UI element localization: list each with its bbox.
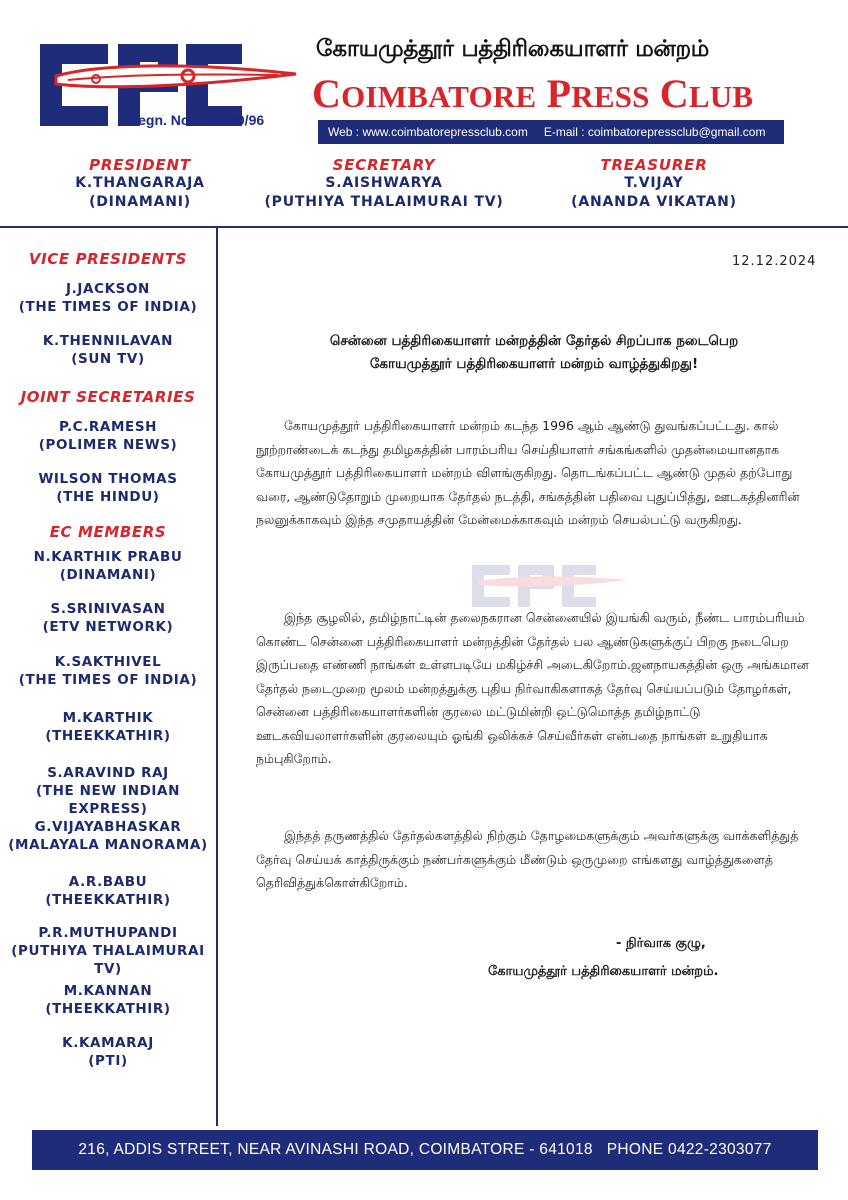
footer-address-bar [32,1130,818,1170]
member-org: (DINAMANI) [59,567,157,583]
sidebar-member [0,280,216,316]
signoff-line-2: கோயமுத்தூர் பத்திரிகையாளர் மன்றம். [488,964,719,979]
watermark-logo [470,563,630,609]
letter-date: 12.12.2024 [732,254,817,269]
office-role: PRESIDENT [89,156,191,174]
office-bearer-secretary [244,156,524,212]
club-name-english [312,70,753,117]
member-org: (THEEKKATHIR) [45,1001,171,1017]
member-org: (THEEKKATHIR) [45,728,171,744]
joint-secretaries-heading: JOINT SECRETARIES [20,388,196,406]
letter-signoff [488,930,818,986]
paragraph-text: இந்தத் தருணத்தில் தேர்தல்களத்தில் நிற்கும் தோழமைகளுக்கும் அவர்களுக்கு வாக்களித்துத் தேர்வு செய்யக் காத்திருக்கும் நண்பர்களுக்கும் மீண்டும் ஒருமுறை எங்களது வாழ்த்துகளைத் தெரிவித்துக்கொள்கிறோம். [256,828,799,890]
member-org: (POLIMER NEWS) [38,437,178,453]
club-name-rest: LUB [688,79,754,114]
member-org: (THEEKKATHIR) [45,892,171,908]
sidebar-member [0,548,216,584]
paragraph-text: இந்த சூழலில், தமிழ்நாட்டின் தலைநகரான சென்னையில் இயங்கி வரும், நீண்ட பாரம்பரியம் கொண்ட சென்னை பத்திரிகையாளர் மன்றத்தின் தேர்தல் பல ஆண்டுகளுக்குப் பிறகு நடைபெற இருப்பதை எண்ணி நாங்கள் உள்ளபடியே மகிழ்ச்சி அடைகிறோம்.ஜனநாயகத்தின் ஒரு அங்கமான தேர்தல் நடைமுறை மூலம் மன்றத்துக்கு புதிய நிர்வாகிகளாகத் தேர்வு செய்யப்படும் தோழர்கள், சென்னை பத்திரிகையாளர்களின் குரலை மட்டுமின்றி ஒட்டுமொத்த தமிழ்நாட்டு ஊடகவியலாளர்களின் குரலையும் ஓங்கி ஒலிக்கச் செய்வீர்கள் என்பதை நாங்கள் உறுதியாக நம்புகிறோம். [256,610,809,766]
sidebar-member [0,332,216,368]
signoff-line-1: - நிர்வாக குழு, [616,936,706,951]
heading-line-2: கோயமுத்தூர் பத்திரிகையாளர் மன்றம் வாழ்த்துகிறது! [369,356,699,372]
member-org: (THE TIMES OF INDIA) [18,672,198,688]
member-org: (THE HINDU) [56,489,160,505]
office-name: K.THANGARAJA [75,175,205,191]
letter-paragraph-2 [256,606,826,771]
member-name: K.SAKTHIVEL [54,654,162,670]
paragraph-text: கோயமுத்தூர் பத்திரிகையாளர் மன்றம் கடந்த 1996 ஆம் ஆண்டு துவங்கப்பட்டது. கால் நூற்றாண்டைக் கடந்து தமிழகத்தின் பாரம்பரிய செய்தியாளர் சங்கங்களில் முதன்மையானதாக கோயமுத்தூர் பத்திரிகையாளர் மன்றம் விளங்குகிறது. தொடங்கப்பட்ட ஆண்டு முதல் தற்போது வரை, ஆண்டுதோறும் முறையாக தேர்தல் நடத்தி, சங்கத்தின் பதிவை புதுப்பித்து, ஊடகத்தினரின் நலனுக்காகவும் இந்த சமுதாயத்தின் மேன்மைக்காகவும் மன்றம் செயல்பட்டு வருகிறது. [256,418,800,527]
sidebar-member [0,653,216,689]
registration-number: Regn. No. TNS/40/96 [128,112,265,128]
member-org: (SUN TV) [71,351,145,367]
letter-paragraph-3 [256,824,826,895]
club-name-initial: C [312,71,342,116]
member-name: J.JACKSON [66,281,150,297]
ec-members-heading: EC MEMBERS [49,523,167,541]
website-link[interactable]: Web : www.coimbatorepressclub.com [328,125,528,139]
sidebar-member [0,818,216,854]
sidebar-member [0,1034,216,1070]
sidebar-member [0,924,216,978]
member-org: (PTI) [88,1053,128,1069]
office-org: (PUTHIYA THALAIMURAI TV) [264,194,504,210]
office-org: (ANANDA VIKATAN) [571,194,737,210]
club-name-tamil: கோயமுத்தூர் பத்திரிகையாளர் மன்றம் [316,36,710,62]
member-org: (THE TIMES OF INDIA) [18,299,198,315]
footer-address: 216, ADDIS STREET, NEAR AVINASHI ROAD, COIMBATORE - 641018 [78,1141,593,1158]
club-name-english-text [312,71,753,116]
heading-line-1: சென்னை பத்திரிகையாளர் மன்றத்தின் தேர்தல் சிறப்பாக நடைபெற [329,333,739,349]
member-name: G.VIJAYABHASKAR [34,819,182,835]
member-name: P.R.MUTHUPANDI [38,925,178,941]
club-name-rest: OIMBATORE [341,79,537,114]
office-role: SECRETARY [332,156,436,174]
letter-heading [226,330,842,376]
sidebar-member [0,764,216,818]
sidebar-member [0,982,216,1018]
member-org: (ETV NETWORK) [42,619,174,635]
club-name-initial: P [546,71,572,116]
sidebar-member [0,873,216,909]
member-org: (PUTHIYA THALAIMURAI TV) [11,943,205,977]
club-name-initial: C [659,71,689,116]
sidebar-divider [216,226,218,1126]
office-role: TREASURER [600,156,708,174]
member-name: A.R.BABU [68,874,148,890]
office-bearer-treasurer [514,156,794,212]
member-org: (THE NEW INDIAN EXPRESS) [35,783,180,817]
email-link[interactable]: E-mail : coimbatorepressclub@gmail.com [543,125,766,139]
member-name: M.KARTHIK [62,710,154,726]
member-name: S.ARAVIND RAJ [47,765,169,781]
office-name: S.AISHWARYA [325,175,443,191]
member-name: P.C.RAMESH [58,419,158,435]
member-name: M.KANNAN [63,983,153,999]
member-name: S.SRINIVASAN [50,601,166,617]
office-name: T.VIJAY [624,175,684,191]
member-org: (MALAYALA MANORAMA) [8,837,208,853]
club-name-rest: RESS [571,79,650,114]
footer-phone: PHONE 0422-2303077 [606,1141,772,1158]
member-name: K.THENNILAVAN [42,333,174,349]
office-bearer-president [0,156,280,212]
sidebar-member [0,709,216,745]
sidebar-member [0,418,216,454]
office-org: (DINAMANI) [89,194,191,210]
sidebar-member [0,470,216,506]
vice-presidents-heading: VICE PRESIDENTS [28,250,188,268]
member-name: K.KAMARAJ [62,1035,154,1051]
header-divider [0,226,848,228]
member-name: N.KARTHIK PRABU [33,549,183,565]
letter-paragraph-1 [256,414,826,532]
member-name: WILSON THOMAS [38,471,178,487]
sidebar-member [0,600,216,636]
contact-bar [318,120,784,144]
